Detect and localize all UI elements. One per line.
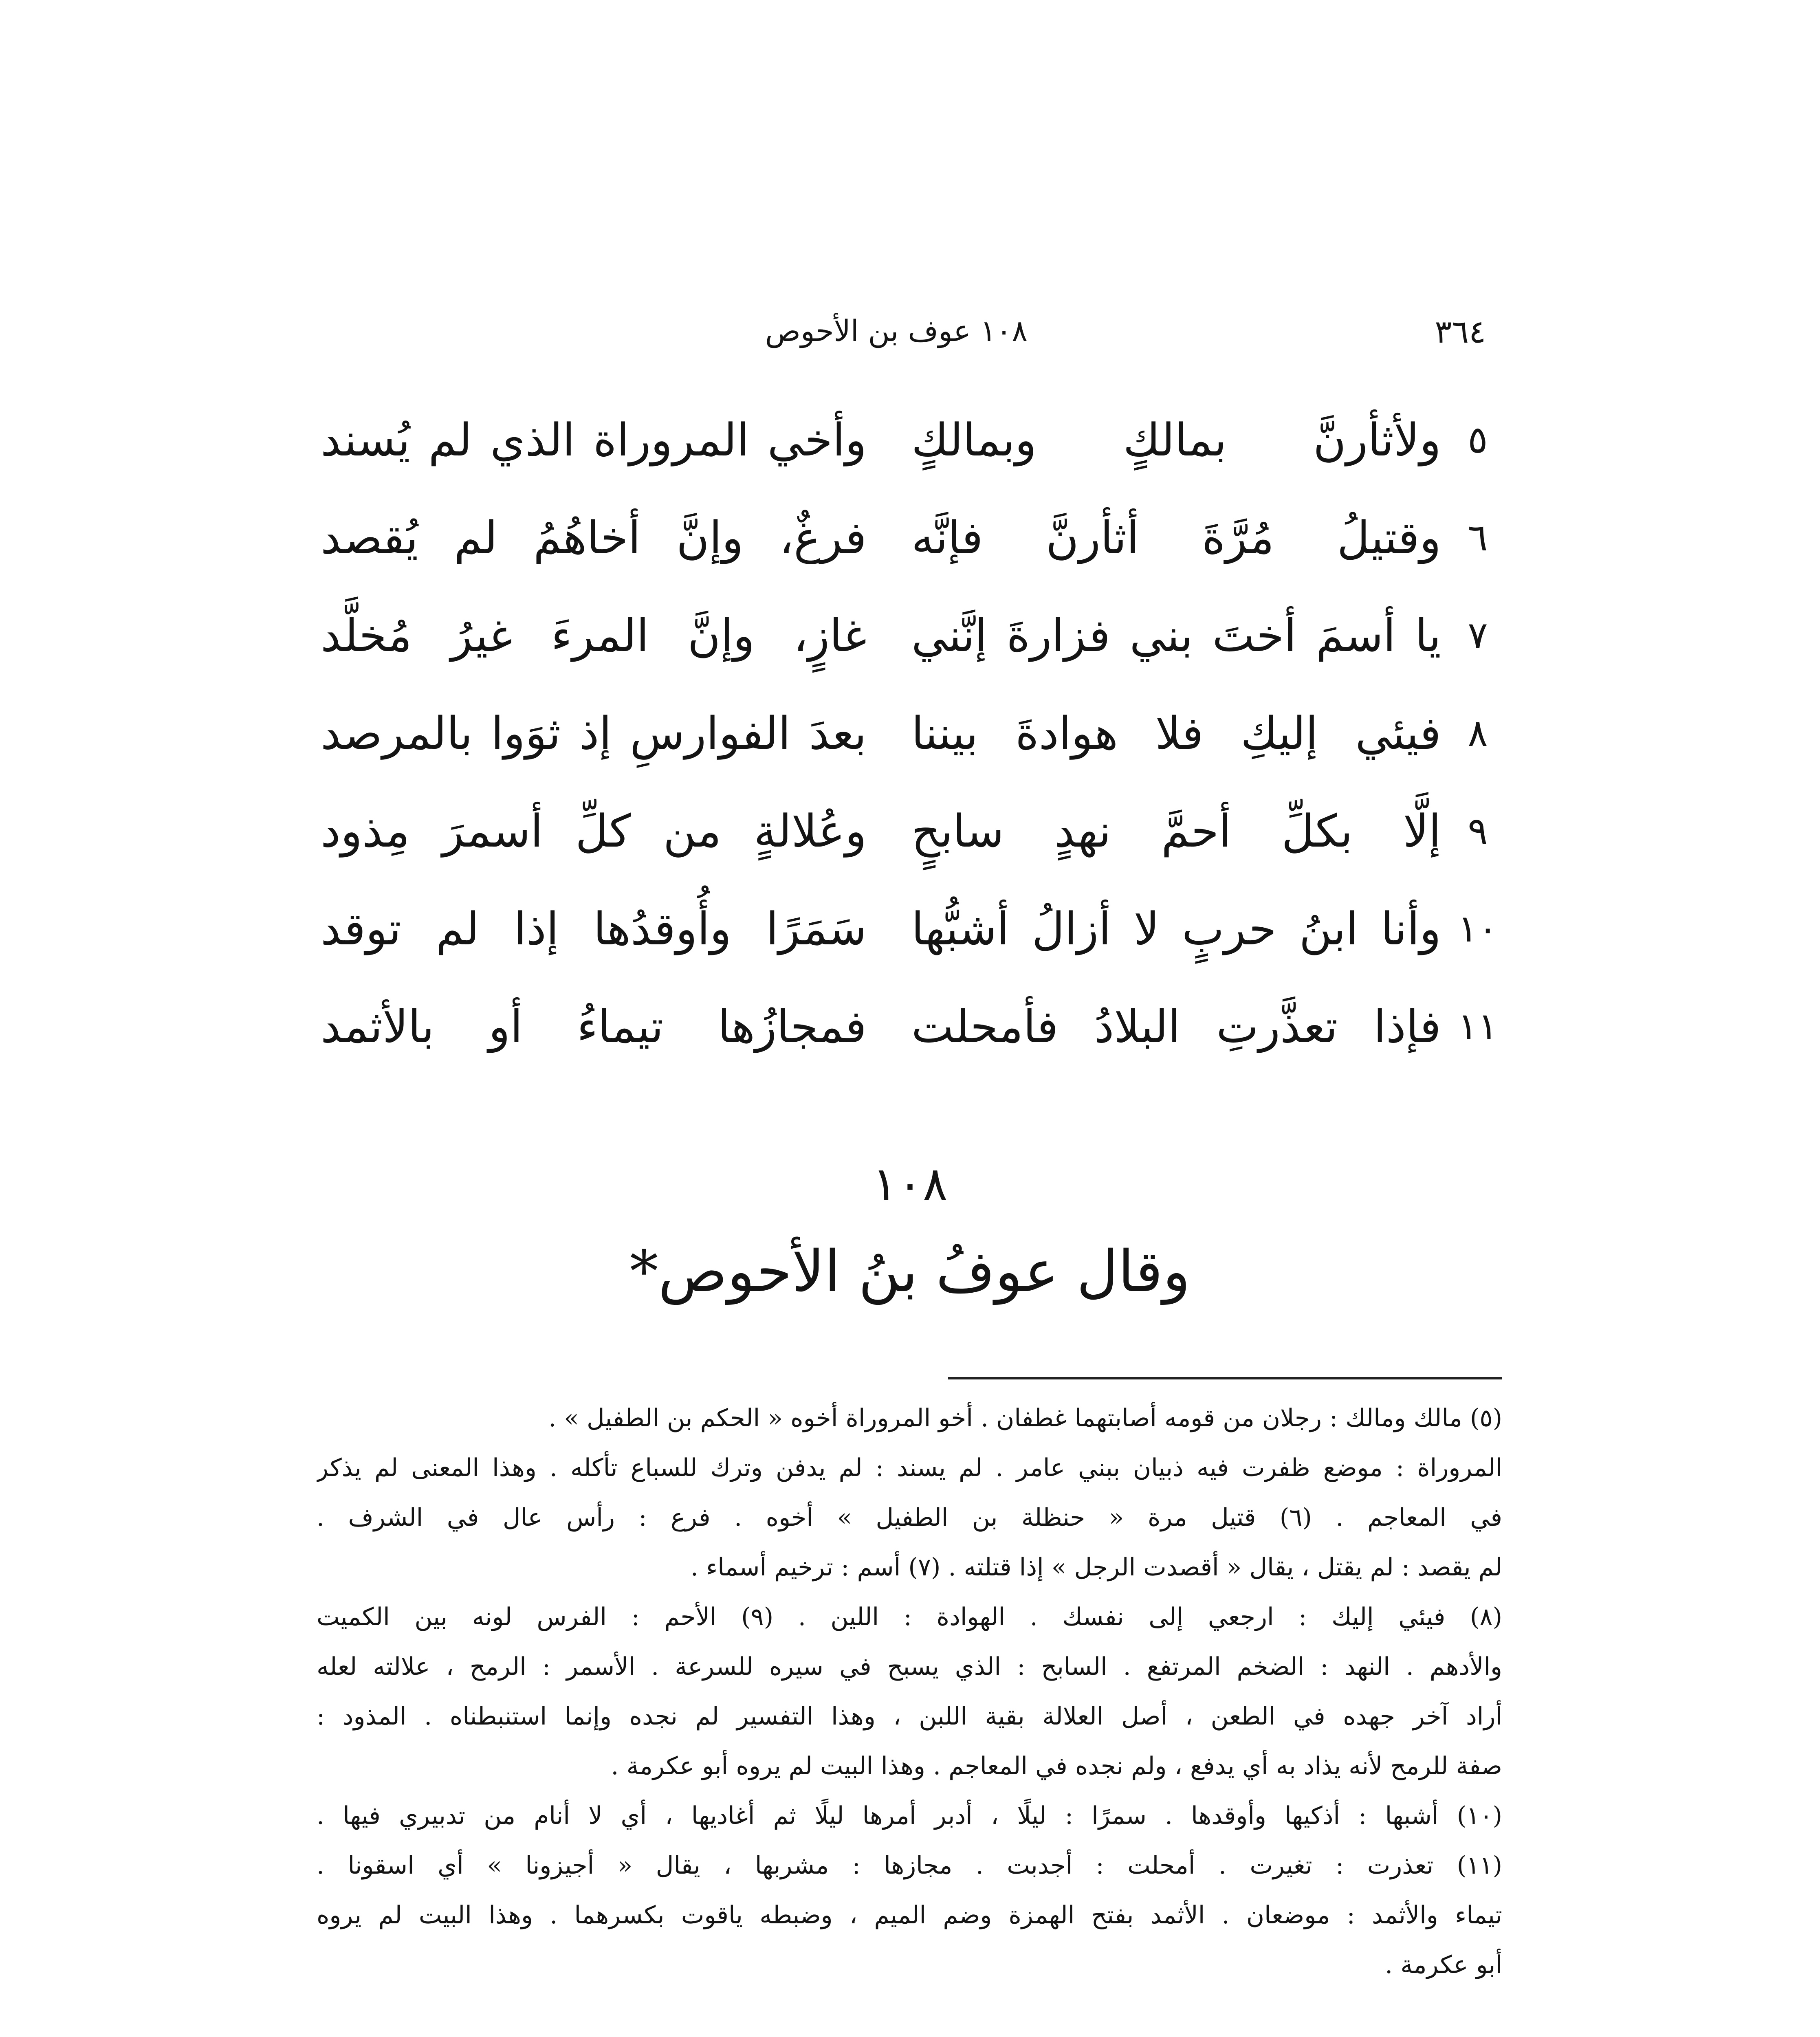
verse-number: ٥ [1468,418,1488,462]
verse-line [321,880,1502,978]
running-head: ١٠٨ عوف بن الأحوص [765,314,1028,348]
footnote-line: والأدهم . النهد : الضخم المرتفع . السابح : الذي يسبح في سيره للسرعة . الأسمر : الرمح ، علالته لعله [317,1652,1502,1681]
poem-number: ١٠٨ [872,1157,948,1212]
verse-second-hemistich: سَمَرًا وأُوقدُها إذا لم توقد [321,903,867,955]
verse-first-hemistich: يا أسمَ أختَ بني فزارةَ إنَّني [911,609,1441,662]
footnotes [317,1393,1502,1990]
verse-number: ٩ [1468,809,1488,853]
verse-first-hemistich: فإذا تعذَّرتِ البلادُ فأمحلت [911,1001,1441,1053]
verse-second-hemistich: وأخي المروراة الذي لم يُسند [321,414,867,466]
footnote-line: (١٠) أشبها : أذكيها وأوقدها . سمرًا : ليلًا ، أدبر أمرها ليلًا ثم أغاديها ، أي لا أنام من تدبيري فيها . [317,1802,1502,1830]
page-number: ٣٦٤ [1435,314,1486,350]
footnote-line: (٨) فيئي إليك : ارجعي إلى نفسك . الهوادة : اللين . (٩) الأحم : الفرس لونه بين الكميت [317,1603,1502,1631]
footnote-line: أراد آخر جهده في الطعن ، أصل العلالة بقية اللبن ، وهذا التفسير لم نجده وإنما استنبطناه . المذود : [317,1702,1502,1731]
verse-number: ١١ [1457,1005,1498,1048]
verse-line [321,978,1502,1076]
footnote-line: صفة للرمح لأنه يذاد به أي يدفع ، ولم نجده في المعاجم . وهذا البيت لم يروه أبو عكرمة . [611,1752,1502,1780]
poem-title: وقال عوفُ بنُ الأحوص* [629,1238,1191,1305]
footnote-divider [948,1377,1502,1379]
verse-line [321,782,1502,880]
verse-first-hemistich: إلَّا بكلِّ أحمَّ نهدٍ سابحٍ [911,805,1441,857]
verse-second-hemistich: وعُلالةٍ من كلِّ أسمرَ مِذود [321,805,867,857]
verse-number: ١٠ [1457,907,1498,950]
verse-first-hemistich: ولأثأرنَّ بمالكٍ وبمالكٍ [911,414,1441,466]
verse-first-hemistich: وأنا ابنُ حربٍ لا أزالُ أشبُّها [911,903,1441,955]
verse-line [321,489,1502,587]
footnote-line: (١١) تعذرت : تغيرت . أمحلت : أجدبت . مجازها : مشربها ، يقال « أجيزونا » أي اسقونا . [317,1851,1502,1880]
footnote-line: في المعاجم . (٦) قتيل مرة « حنظلة بن الطفيل » أخوه . فرع : رأس عال في الشرف . [317,1503,1502,1532]
verse-first-hemistich: فيئي إليكِ فلا هوادةَ بيننا [911,707,1441,759]
footnote-line: لم يقصد : لم يقتل ، يقال « أقصدت الرجل » إذا قتلته . (٧) أسم : ترخيم أسماء . [690,1553,1502,1582]
footnote-line: تيماء والأثمد : موضعان . الأثمد بفتح الهمزة وضم الميم ، وضبطه ياقوت بكسرهما . وهذا البيت لم يروه [317,1901,1502,1929]
verse-first-hemistich: وقتيلُ مُرَّةَ أثأرنَّ فإنَّه [911,512,1441,564]
footnote-line: (٥) مالك ومالك : رجلان من قومه أصابتهما غطفان . أخو المروراة أخوه « الحكم بن الطفيل » . [548,1404,1502,1432]
verse-second-hemistich: فرغٌ، وإنَّ أخاهُمُ لم يُقصد [321,512,867,564]
verse-number: ٨ [1468,711,1488,755]
verse-block [321,391,1502,1076]
footnote-line: المروراة : موضع ظفرت فيه ذبيان ببني عامر . لم يسند : لم يدفن وترك للسباع تأكله . وهذا المعنى لم يذكر [317,1454,1502,1482]
verse-line [321,587,1502,684]
verse-number: ٧ [1468,614,1488,657]
verse-number: ٦ [1468,516,1488,559]
footnote-line: أبو عكرمة . [1385,1951,1502,1979]
verse-line [321,684,1502,782]
verse-line [321,391,1502,489]
verse-second-hemistich: فمجازُها تيماءُ أو بالأثمد [321,1001,867,1053]
verse-second-hemistich: بعدَ الفوارسِ إذ ثوَوا بالمرصد [321,707,867,759]
verse-second-hemistich: غازٍ، وإنَّ المرءَ غيرُ مُخلَّد [321,609,867,662]
